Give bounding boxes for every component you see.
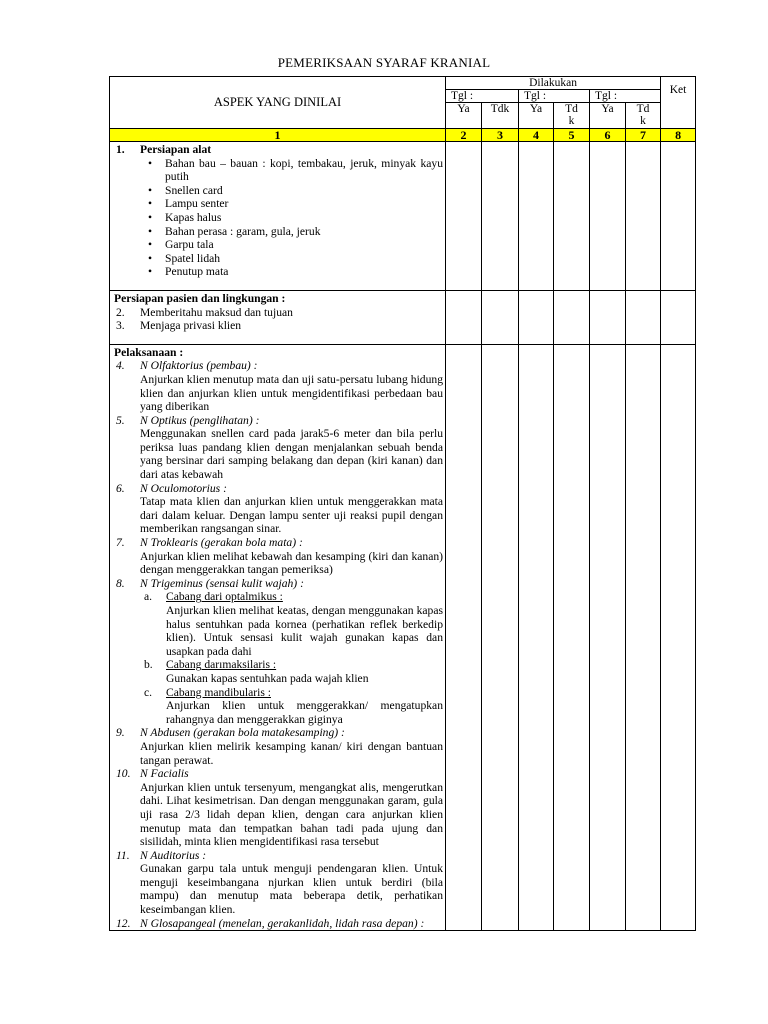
- item-number: 6.: [116, 481, 125, 495]
- check-cell[interactable]: [626, 142, 661, 291]
- list-item: • Garpu tala: [114, 238, 443, 252]
- step-name: N Abdusen (gerakan bola matakesamping) :: [140, 726, 345, 740]
- step-name: N Troklearis (gerakan bola mata) :: [140, 536, 303, 550]
- ket-header: Ket: [661, 77, 696, 129]
- step-description: Anjurkan klien menutup mata dan uji satu-persatu lubang hidung klien dan anjurkan klien untuk mengidentifikasi perbedaan bau yang diberikan: [140, 372, 443, 414]
- list-item: • Bahan bau – bauan : kopi, tembakau, jeruk, minyak kayu putih: [114, 157, 443, 184]
- list-item: • Penutup mata: [114, 265, 443, 279]
- sub-letter: b.: [144, 658, 153, 672]
- ya-header-3: Ya: [590, 103, 626, 129]
- col-number: 7: [626, 129, 661, 142]
- col-number: 8: [661, 129, 696, 142]
- ya-header-1: Ya: [446, 103, 482, 129]
- col-number: 6: [590, 129, 626, 142]
- row-pelaksanaan: [110, 344, 696, 931]
- item-number: 1.: [116, 143, 125, 156]
- list-item: Menjaga privasi klien: [140, 319, 242, 333]
- check-cell[interactable]: [482, 344, 519, 931]
- step-name: N Trigeminus (sensai kulit wajah) :: [140, 576, 304, 590]
- column-number-row: [110, 129, 696, 142]
- check-cell[interactable]: [590, 142, 626, 291]
- step-description: Anjurkan klien melirik kesamping kanan/ kiri dengan bantuan tangan perawat.: [140, 739, 443, 767]
- item-number: 8.: [116, 576, 125, 590]
- step-name: N Auditorius :: [140, 848, 207, 862]
- check-cell[interactable]: [554, 142, 590, 291]
- step-description: Gunakan garpu tala untuk menguji pendengaran klien. Untuk menguji keseimbangana njurkan klien untuk berdiri (bila mampu) dan menutup mata beberapa detik, perhatikan keseimbangan klien.: [140, 862, 443, 917]
- item-number: 2.: [116, 305, 125, 319]
- page-title: PEMERIKSAAN SYARAF KRANIAL: [277, 55, 491, 70]
- col-number: 4: [519, 129, 554, 142]
- col-number: 5: [554, 129, 590, 142]
- check-cell[interactable]: [446, 142, 482, 291]
- section-title: Persiapan pasien dan lingkungan :: [114, 291, 286, 305]
- ya-header-2: Ya: [519, 103, 554, 129]
- sub-name: Cabang darımaksilaris :: [166, 658, 277, 672]
- list-item: • Lampu senter: [114, 197, 443, 211]
- tdk-header-2: Td k: [554, 103, 590, 129]
- ket-cell[interactable]: [661, 142, 696, 291]
- sub-letter: a.: [144, 590, 153, 604]
- check-cell[interactable]: [519, 344, 554, 931]
- item-number: 5.: [116, 413, 125, 427]
- check-cell[interactable]: [626, 290, 661, 344]
- ket-cell[interactable]: [661, 344, 696, 931]
- step-name: N Olfaktorius (pembau) :: [140, 359, 258, 373]
- item-number: 12.: [116, 916, 131, 930]
- tgl-header-2: Tgl :: [519, 90, 590, 103]
- check-cell[interactable]: [519, 142, 554, 291]
- item-number: 4.: [116, 359, 125, 373]
- col-number: 1: [110, 129, 446, 142]
- tgl-header-3: Tgl :: [590, 90, 661, 103]
- row-persiapan-alat: [110, 142, 696, 291]
- check-cell[interactable]: [519, 290, 554, 344]
- check-cell[interactable]: [446, 290, 482, 344]
- step-description: Anjurkan klien untuk tersenyum, mengangkat alis, mengerutkan dahi. Lihat kesimetrisan. Dan dengan menggunakan garam, gula uji rasa 2/3 lidah depan klien, dengan cara anjurkan klien menutup mata dan tempatkan bahan tadi pada ujung dan sisilidah, minta klien mengidentifikasi rasa tersebut: [140, 780, 443, 849]
- section-title: Pelaksanaan :: [114, 345, 184, 359]
- aspek-header: ASPEK YANG DINILAI: [110, 77, 446, 129]
- step-name: N Facialis: [140, 767, 189, 781]
- check-cell[interactable]: [590, 344, 626, 931]
- row-persiapan-pasien: [110, 290, 696, 344]
- check-cell[interactable]: [554, 344, 590, 931]
- sub-name: Cabang mandibularis :: [166, 685, 271, 699]
- step-description: Menggunakan snellen card pada jarak5-6 meter dan bila perlu periksa luas pandang klien dengan menjalankan sebuah benda yang bersinar dari samping belakang dan depan (kiri kanan) dan dari atas kebawah: [140, 427, 443, 482]
- step-name: N Optikus (penglihatan) :: [140, 413, 260, 427]
- list-item: • Bahan perasa : garam, gula, jeruk: [114, 225, 443, 239]
- item-number: 11.: [116, 848, 130, 862]
- list-item: Memberitahu maksud dan tujuan: [140, 305, 293, 319]
- list-item: • Snellen card: [114, 184, 443, 198]
- check-cell[interactable]: [482, 142, 519, 291]
- sub-name: Cabang dari optalmikus :: [166, 590, 283, 604]
- list-item: • Kapas halus: [114, 211, 443, 225]
- section-title: Persiapan alat: [140, 143, 212, 156]
- check-cell[interactable]: [590, 290, 626, 344]
- check-cell[interactable]: [446, 344, 482, 931]
- tdk-header-3: Td k: [626, 103, 661, 129]
- tdk-header-1: Tdk: [482, 103, 519, 129]
- step-description: Tatap mata klien dan anjurkan klien untuk menggerakkan mata dari dalam keluar. Dengan lampu senter uji reaksi pupil dengan memberikan rangsangan sinar.: [140, 495, 443, 536]
- list-item: • Spatel lidah: [114, 252, 443, 266]
- tgl-header-1: Tgl :: [446, 90, 519, 103]
- col-number: 2: [446, 129, 482, 142]
- sub-description: Anjurkan klien melihat keatas, dengan menggunakan kapas halus sentuhkan pada kornea (perhatikan reflek berkedip klien). Untuk sensasi kulit wajah gunakan kapas dan usapkan pada dahi: [166, 604, 443, 658]
- step-name: N Oculomotorius :: [140, 481, 227, 495]
- item-number: 9.: [116, 726, 125, 740]
- dilakukan-header: Dilakukan: [446, 77, 661, 90]
- item-number: 7.: [116, 536, 125, 550]
- step-description: Anjurkan klien melihat kebawah dan kesamping (kiri dan kanan) dengan menggerakkan tangan pemeriksa): [140, 549, 443, 577]
- assessment-table: [109, 76, 696, 931]
- sub-description: Gunakan kapas sentuhkan pada wajah klien: [166, 671, 369, 685]
- ket-cell[interactable]: [661, 290, 696, 344]
- item-number: 10.: [116, 767, 131, 781]
- sub-letter: c.: [144, 685, 153, 699]
- sub-description: Anjurkan klien untuk menggerakkan/ mengatupkan rahangnya dan menggerakkan giginya: [166, 699, 443, 726]
- item-number: 3.: [116, 319, 125, 333]
- step-name: N Glosapangeal (menelan, gerakanlidah, lidah rasa depan) :: [140, 916, 425, 930]
- check-cell[interactable]: [626, 344, 661, 931]
- check-cell[interactable]: [482, 290, 519, 344]
- col-number: 3: [482, 129, 519, 142]
- check-cell[interactable]: [554, 290, 590, 344]
